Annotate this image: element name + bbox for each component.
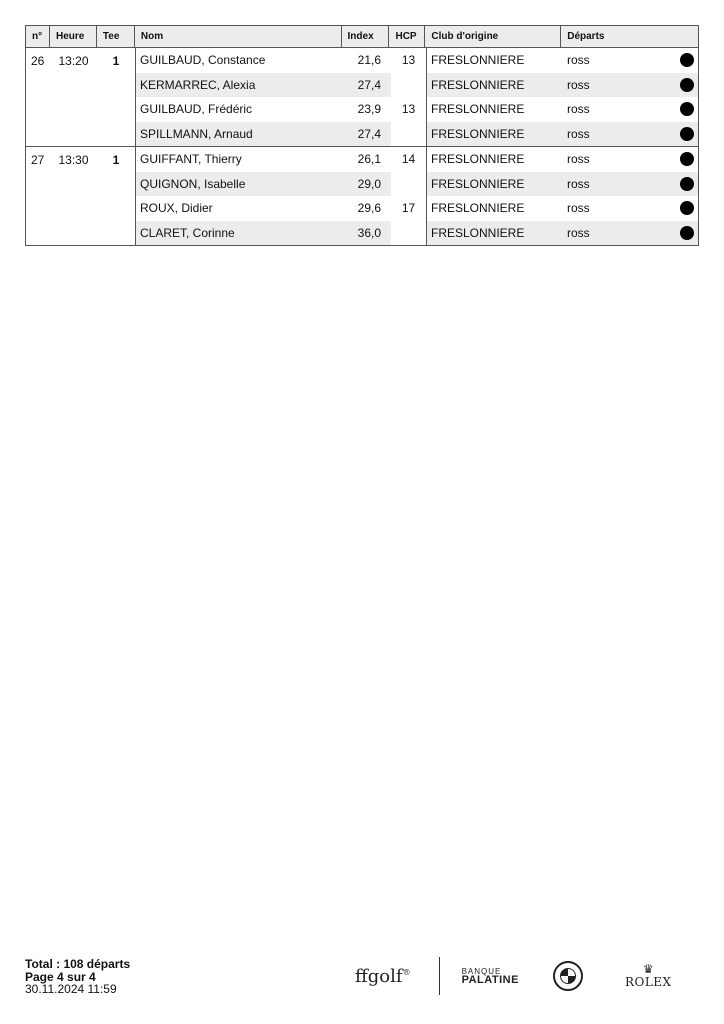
- group-players: [136, 147, 698, 245]
- palatine-line1: BANQUE: [461, 967, 502, 976]
- player-club: FRESLONNIERE: [431, 126, 525, 141]
- player-index: 27,4: [357, 77, 381, 92]
- group-info: [26, 48, 136, 146]
- player-depart: [563, 102, 698, 116]
- table-row: [136, 73, 698, 98]
- player-depart: [563, 177, 698, 191]
- group-tee: 1: [112, 153, 120, 167]
- player-index: 29,0: [357, 176, 381, 191]
- player-hcp: [391, 221, 427, 246]
- player-hcp: 13: [391, 48, 427, 73]
- ffgolf-logo: [355, 966, 421, 987]
- group-heure: 13:20: [58, 54, 89, 68]
- tee-color-dot-icon: [680, 177, 694, 191]
- depart-label: ross: [567, 126, 590, 141]
- group-heure: 13:30: [58, 153, 89, 167]
- tee-color-dot-icon: [680, 226, 694, 240]
- player-name: SPILLMANN, Arnaud: [140, 126, 253, 141]
- table-row: [136, 221, 698, 246]
- depart-label: ross: [567, 201, 590, 216]
- group-tee: 1: [112, 54, 120, 68]
- depart-label: ross: [567, 225, 590, 240]
- depart-label: ross: [567, 77, 590, 92]
- tee-times-table: [25, 25, 699, 246]
- player-club: FRESLONNIERE: [431, 53, 525, 68]
- player-depart: [563, 53, 698, 67]
- group-info: [26, 147, 136, 245]
- player-name: GUILBAUD, Constance: [140, 53, 266, 68]
- footer-summary: [25, 958, 130, 996]
- banque-palatine-logo: [462, 967, 519, 985]
- player-hcp: [391, 122, 427, 147]
- player-depart: [563, 226, 698, 240]
- table-row: [136, 97, 698, 122]
- registered-icon: ®: [402, 967, 411, 977]
- rolex-logo: [625, 963, 672, 989]
- player-hcp: [391, 172, 427, 197]
- player-club: FRESLONNIERE: [431, 102, 525, 117]
- table-header: [26, 26, 698, 48]
- logo-divider: [439, 957, 440, 995]
- player-hcp: 13: [391, 97, 427, 122]
- depart-label: ross: [567, 102, 590, 117]
- table-row: [136, 122, 698, 147]
- tee-color-dot-icon: [680, 102, 694, 116]
- player-name: GUIFFANT, Thierry: [140, 152, 242, 167]
- depart-label: ross: [567, 152, 590, 167]
- print-date: 30.11.2024 11:59: [25, 982, 117, 996]
- player-name: GUILBAUD, Frédéric: [140, 102, 253, 117]
- player-index: 21,6: [357, 53, 381, 68]
- player-name: QUIGNON, Isabelle: [140, 176, 246, 191]
- header-departs: Départs: [567, 31, 605, 42]
- group-players: [136, 48, 698, 146]
- player-index: 27,4: [357, 126, 381, 141]
- table-row: [136, 147, 698, 172]
- table-row: [136, 48, 698, 73]
- tee-color-dot-icon: [680, 127, 694, 141]
- player-club: FRESLONNIERE: [431, 225, 525, 240]
- player-depart: [563, 201, 698, 215]
- tee-color-dot-icon: [680, 53, 694, 67]
- player-index: 29,6: [357, 201, 381, 216]
- player-name: CLARET, Corinne: [140, 225, 235, 240]
- player-club: FRESLONNIERE: [431, 152, 525, 167]
- sponsor-logos: [355, 955, 700, 997]
- player-hcp: [391, 73, 427, 98]
- header-tee: Tee: [97, 26, 135, 47]
- total-departs: Total : 108 départs: [25, 957, 131, 971]
- player-club: FRESLONNIERE: [431, 176, 525, 191]
- tee-group: [26, 48, 698, 147]
- tee-color-dot-icon: [680, 78, 694, 92]
- player-name: KERMARREC, Alexia: [140, 77, 256, 92]
- header-heure: Heure: [50, 26, 97, 47]
- tee-color-dot-icon: [680, 201, 694, 215]
- bmw-logo-icon: [553, 961, 583, 991]
- header-num: n°: [26, 26, 50, 47]
- player-index: 26,1: [357, 152, 381, 167]
- crown-icon: ♛: [642, 962, 654, 976]
- player-depart: [563, 127, 698, 141]
- page-number: Page 4 sur 4: [25, 969, 96, 984]
- player-hcp: 14: [391, 147, 427, 172]
- player-club: FRESLONNIERE: [431, 201, 525, 216]
- ffgolf-wordmark: ffgolf: [355, 965, 403, 987]
- header-nom: Nom: [135, 26, 342, 47]
- player-index: 23,9: [357, 102, 381, 117]
- group-num: 26: [31, 54, 45, 68]
- player-depart: [563, 152, 698, 166]
- player-depart: [563, 78, 698, 92]
- header-index: Index: [342, 26, 390, 47]
- tee-color-dot-icon: [680, 152, 694, 166]
- header-club: Club d'origine: [425, 26, 561, 47]
- table-row: [136, 172, 698, 197]
- depart-label: ross: [567, 176, 590, 191]
- depart-label: ross: [567, 53, 590, 68]
- header-hcp: HCP: [389, 26, 425, 47]
- group-num: 27: [31, 153, 45, 167]
- player-club: FRESLONNIERE: [431, 77, 525, 92]
- player-hcp: 17: [391, 196, 427, 221]
- table-row: [136, 196, 698, 221]
- palatine-line2: PALATINE: [461, 974, 519, 986]
- player-name: ROUX, Didier: [140, 201, 213, 216]
- tee-group: [26, 147, 698, 245]
- rolex-wordmark: ROLEX: [624, 975, 672, 989]
- player-index: 36,0: [357, 225, 381, 240]
